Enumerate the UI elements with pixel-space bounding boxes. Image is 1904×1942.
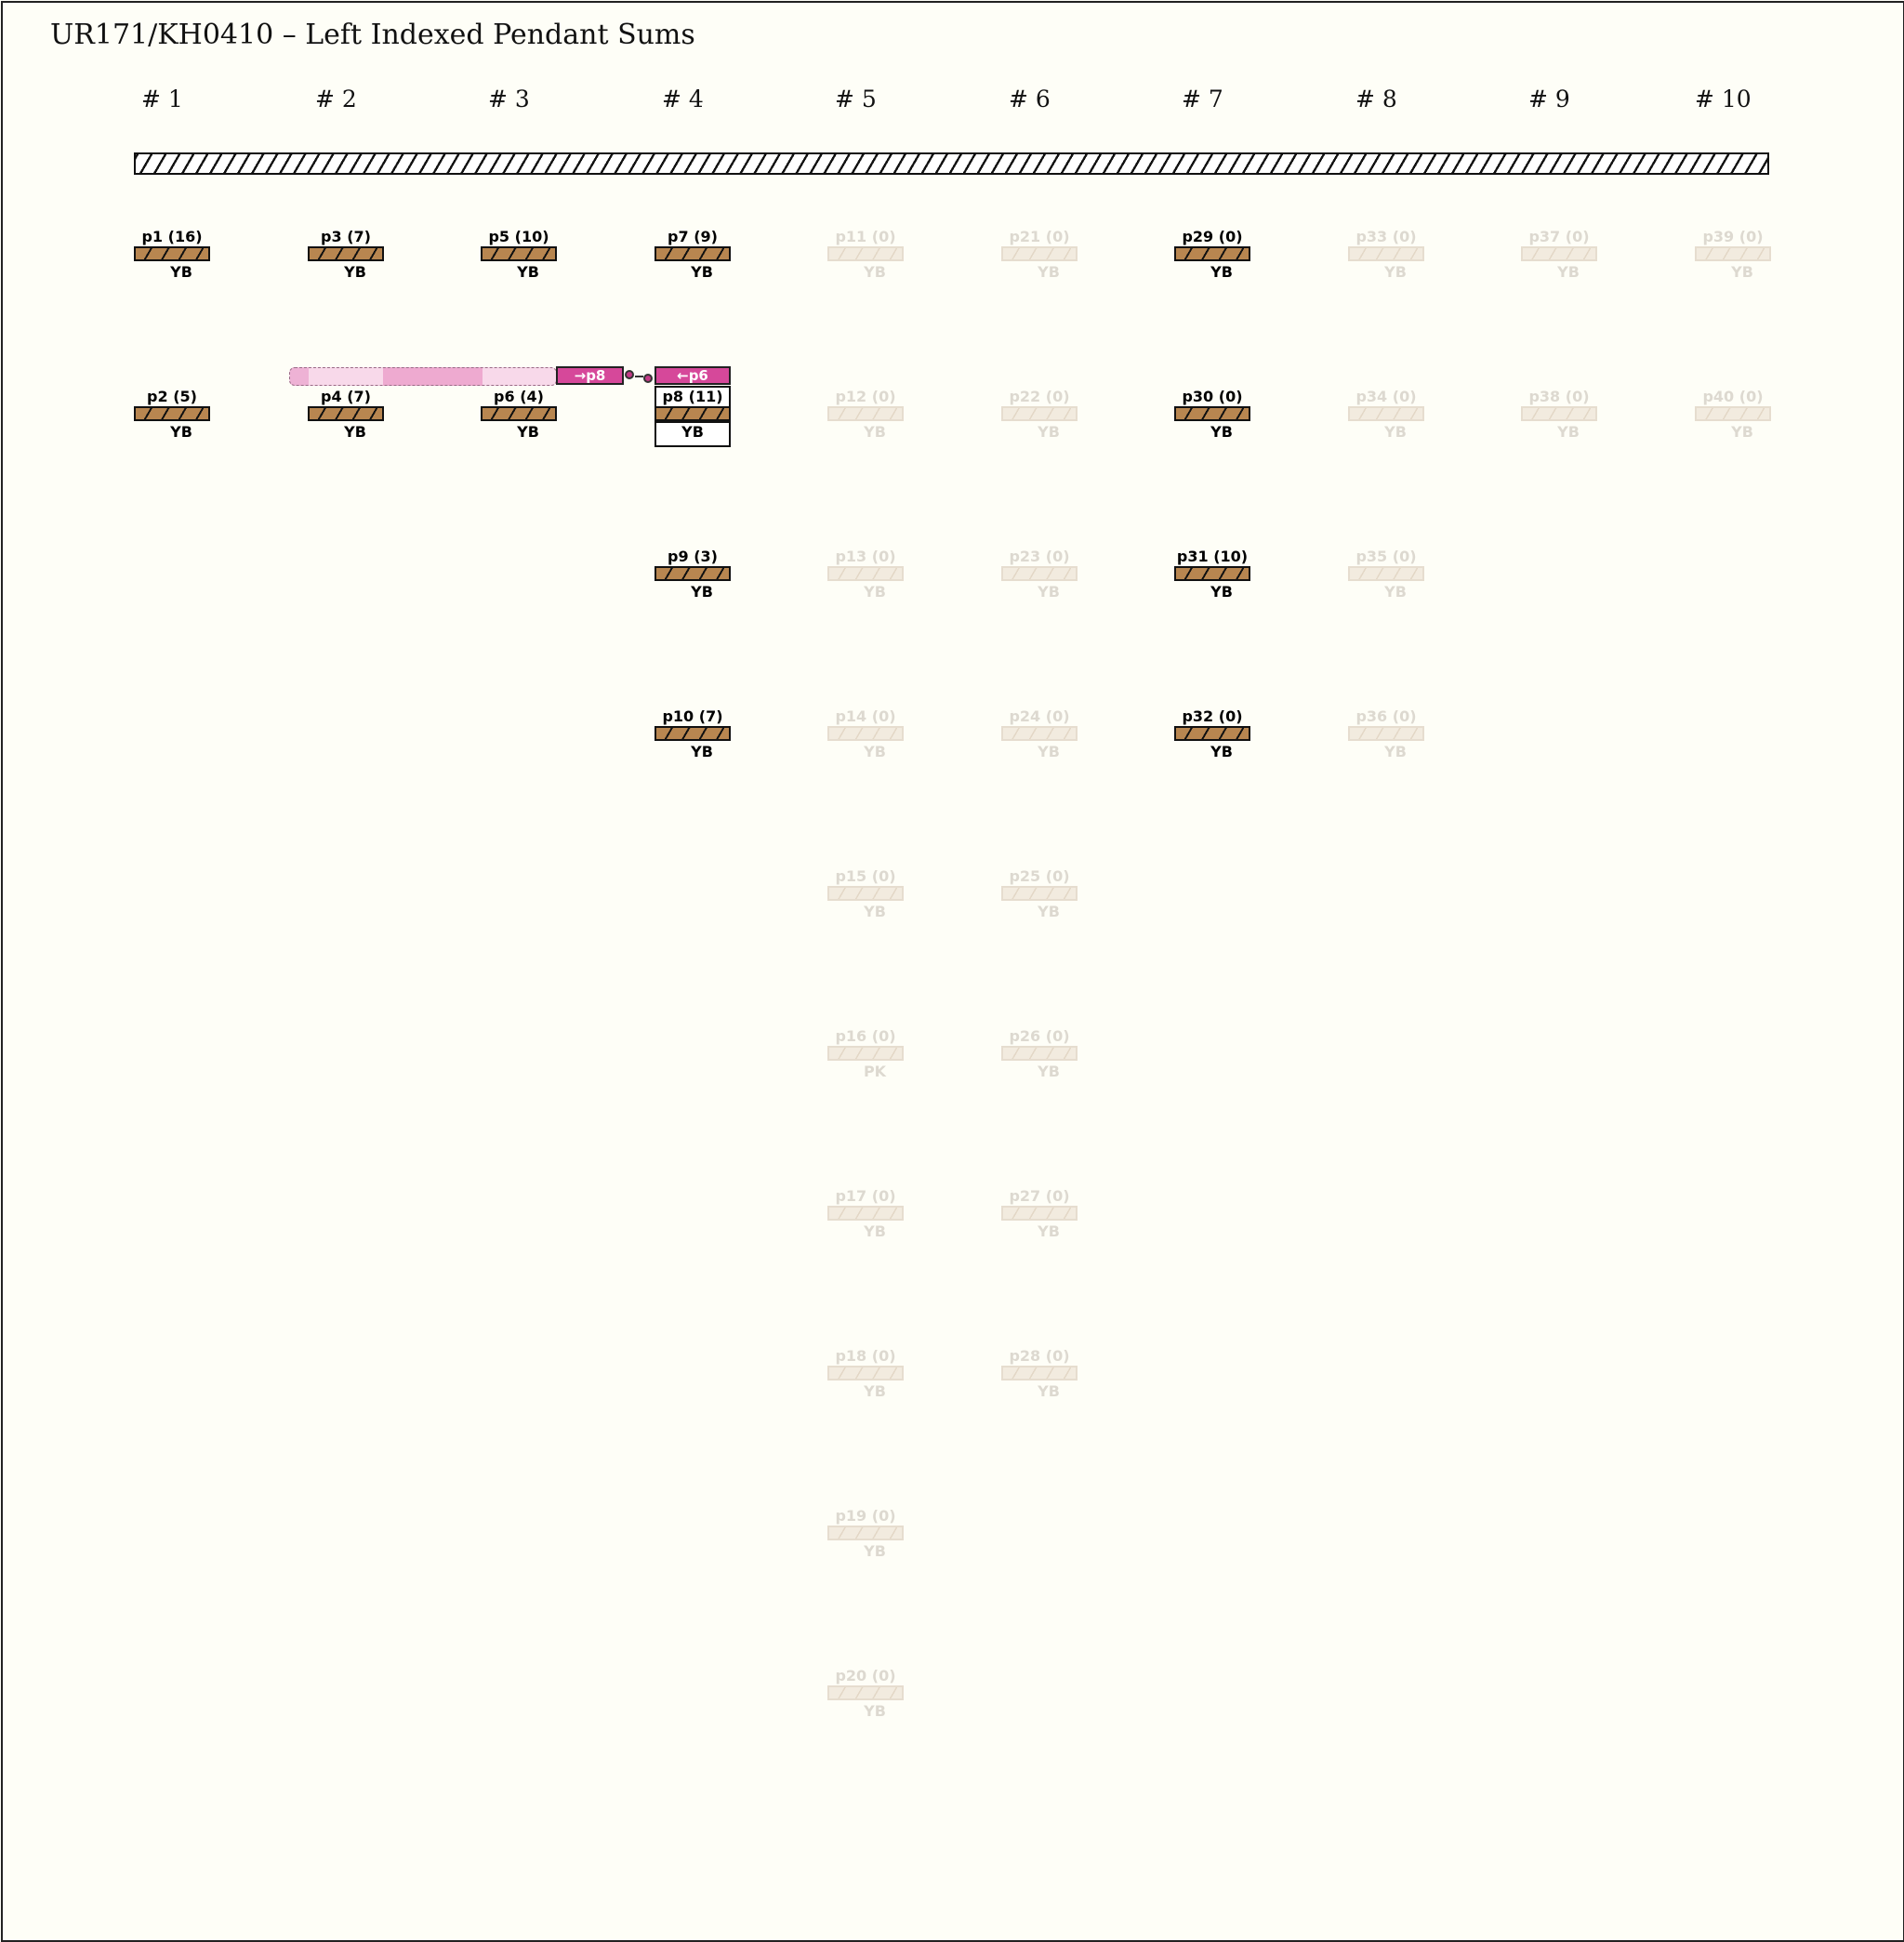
- pendant-label: p24 (0): [1009, 707, 1070, 725]
- pendant-label: p32 (0): [1182, 707, 1243, 725]
- pendant-label: p19 (0): [835, 1507, 896, 1525]
- pendant-color-code: YB: [864, 1222, 886, 1240]
- pendant-color-code: YB: [864, 903, 886, 920]
- pendant-color-code: YB: [1384, 743, 1407, 760]
- pendant-label: p34 (0): [1355, 388, 1417, 405]
- pendant-label: p5 (10): [488, 228, 549, 245]
- pendant-color-code: YB: [517, 423, 539, 441]
- pendant-color-code: YB: [344, 263, 366, 281]
- pendant-label: p33 (0): [1355, 228, 1417, 245]
- pendant-label: p37 (0): [1528, 228, 1590, 245]
- pendant-color-code: YB: [1384, 583, 1407, 601]
- pendant-color-code: YB: [864, 583, 886, 601]
- pendant-cord: [654, 726, 731, 741]
- pendant-cord: [1001, 246, 1078, 261]
- pendant-cord: [1348, 246, 1424, 261]
- pendant-cord: [1348, 726, 1424, 741]
- pendant-color-code: YB: [1210, 423, 1233, 441]
- pendant-cord: [481, 406, 557, 421]
- group-header-8: # 8: [1355, 86, 1397, 112]
- pendant-label: p25 (0): [1009, 867, 1070, 885]
- pendant-cord: [827, 1366, 904, 1381]
- page-title: UR171/KH0410 – Left Indexed Pendant Sums: [50, 19, 695, 51]
- pendant-cord: [1174, 246, 1250, 261]
- pendant-label: p20 (0): [835, 1667, 896, 1684]
- pendant-cord: [1001, 726, 1078, 741]
- pendant-color-code: YB: [1210, 263, 1233, 281]
- pendant-label: p17 (0): [835, 1187, 896, 1205]
- pendant-cord: [1174, 406, 1250, 421]
- pendant-label: p22 (0): [1009, 388, 1070, 405]
- pendant-color-code: YB: [864, 423, 886, 441]
- pendant-cord: [1348, 406, 1424, 421]
- pendant-label: p1 (16): [141, 228, 203, 245]
- pendant-cord: [827, 246, 904, 261]
- pendant-label: p18 (0): [835, 1347, 896, 1365]
- pendant-label: p7 (9): [668, 228, 718, 245]
- pendant-color-code: PK: [863, 1063, 887, 1080]
- pendant-label: p31 (10): [1176, 548, 1249, 565]
- pendant-label: p40 (0): [1702, 388, 1764, 405]
- pendant-cord: [1521, 406, 1597, 421]
- pendant-color-code: YB: [1038, 583, 1060, 601]
- pendant-color-code: YB: [691, 583, 713, 601]
- pendant-cord: [827, 1046, 904, 1061]
- pendant-color-code: YB: [864, 1382, 886, 1400]
- pendant-color-code: YB: [517, 263, 539, 281]
- pendant-label: p30 (0): [1182, 388, 1243, 405]
- pendant-cord: [308, 406, 384, 421]
- pendant-color-code: YB: [1384, 423, 1407, 441]
- group-header-6: # 6: [1009, 86, 1051, 112]
- pendant-cord: [827, 1526, 904, 1540]
- pendant-cord: [1695, 246, 1771, 261]
- pendant-label: p16 (0): [835, 1027, 896, 1045]
- pendant-color-code: YB: [1038, 903, 1060, 920]
- pendant-box-divider: [654, 421, 731, 423]
- pendant-label: p9 (3): [668, 548, 718, 565]
- pendant-cord: [308, 246, 384, 261]
- pendant-color-code: YB: [1038, 1382, 1060, 1400]
- pendant-cord: [827, 886, 904, 901]
- pendant-cord: [1001, 1206, 1078, 1221]
- pendant-cord: [654, 246, 731, 261]
- pendant-label: p21 (0): [1009, 228, 1070, 245]
- link-tag-to-p8: →p8: [556, 366, 624, 385]
- pendant-label: p13 (0): [835, 548, 896, 565]
- pendant-color-code: YB: [691, 263, 713, 281]
- pendant-cord: [1695, 406, 1771, 421]
- pendant-cord: [1348, 566, 1424, 581]
- pendant-link-band: [289, 367, 557, 386]
- pendant-label: p36 (0): [1355, 707, 1417, 725]
- pendant-label: p29 (0): [1182, 228, 1243, 245]
- pendant-label: p39 (0): [1702, 228, 1764, 245]
- pendant-color-code: YB: [1210, 743, 1233, 760]
- pendant-color-code: YB: [1038, 263, 1060, 281]
- group-header-5: # 5: [835, 86, 877, 112]
- pendant-cord: [1001, 1366, 1078, 1381]
- group-header-9: # 9: [1528, 86, 1570, 112]
- pendant-cord: [654, 406, 731, 421]
- pendant-color-code: YB: [1038, 1063, 1060, 1080]
- pendant-cord: [1001, 566, 1078, 581]
- pendant-color-code: YB: [344, 423, 366, 441]
- pendant-cord: [134, 406, 210, 421]
- pendant-label: p38 (0): [1528, 388, 1590, 405]
- pendant-color-code: YB: [864, 1542, 886, 1560]
- link-dot-end: [643, 374, 653, 383]
- pendant-label: p6 (4): [494, 388, 544, 405]
- primary-cord: [134, 152, 1769, 175]
- pendant-color-code: YB: [1038, 423, 1060, 441]
- pendant-label: p8 (11): [662, 388, 723, 405]
- pendant-color-code: YB: [170, 423, 192, 441]
- pendant-cord: [1174, 726, 1250, 741]
- pendant-label: p23 (0): [1009, 548, 1070, 565]
- pendant-label: p3 (7): [321, 228, 371, 245]
- link-dot-start: [625, 370, 634, 379]
- link-connector: [635, 376, 643, 377]
- pendant-color-code: YB: [681, 423, 704, 441]
- link-tag-from-p6: ←p6: [654, 366, 731, 385]
- pendant-cord: [827, 1206, 904, 1221]
- pendant-label: p12 (0): [835, 388, 896, 405]
- pendant-label: p15 (0): [835, 867, 896, 885]
- pendant-color-code: YB: [1731, 263, 1753, 281]
- pendant-color-code: YB: [1210, 583, 1233, 601]
- pendant-color-code: YB: [864, 743, 886, 760]
- pendant-cord: [134, 246, 210, 261]
- diagram-frame: [1, 1, 1904, 1942]
- pendant-color-code: YB: [1038, 743, 1060, 760]
- pendant-cord: [1174, 566, 1250, 581]
- pendant-label: p27 (0): [1009, 1187, 1070, 1205]
- pendant-color-code: YB: [170, 263, 192, 281]
- pendant-label: p26 (0): [1009, 1027, 1070, 1045]
- pendant-label: p10 (7): [662, 707, 723, 725]
- group-header-1: # 1: [141, 86, 183, 112]
- group-header-3: # 3: [488, 86, 530, 112]
- group-header-2: # 2: [315, 86, 357, 112]
- pendant-cord: [481, 246, 557, 261]
- pendant-cord: [827, 406, 904, 421]
- pendant-label: p2 (5): [147, 388, 197, 405]
- pendant-color-code: YB: [1557, 423, 1580, 441]
- group-header-10: # 10: [1695, 86, 1752, 112]
- pendant-color-code: YB: [1557, 263, 1580, 281]
- pendant-color-code: YB: [1731, 423, 1753, 441]
- pendant-color-code: YB: [1384, 263, 1407, 281]
- pendant-color-code: YB: [691, 743, 713, 760]
- pendant-cord: [1521, 246, 1597, 261]
- group-header-4: # 4: [662, 86, 704, 112]
- pendant-cord: [1001, 886, 1078, 901]
- pendant-cord: [827, 1685, 904, 1700]
- pendant-color-code: YB: [1038, 1222, 1060, 1240]
- group-header-7: # 7: [1182, 86, 1223, 112]
- pendant-label: p14 (0): [835, 707, 896, 725]
- pendant-color-code: YB: [864, 263, 886, 281]
- pendant-cord: [1001, 406, 1078, 421]
- pendant-label: p28 (0): [1009, 1347, 1070, 1365]
- pendant-color-code: YB: [864, 1702, 886, 1720]
- pendant-cord: [1001, 1046, 1078, 1061]
- pendant-label: p4 (7): [321, 388, 371, 405]
- pendant-label: p11 (0): [835, 228, 896, 245]
- pendant-cord: [827, 566, 904, 581]
- pendant-label: p35 (0): [1355, 548, 1417, 565]
- pendant-cord: [654, 566, 731, 581]
- pendant-cord: [827, 726, 904, 741]
